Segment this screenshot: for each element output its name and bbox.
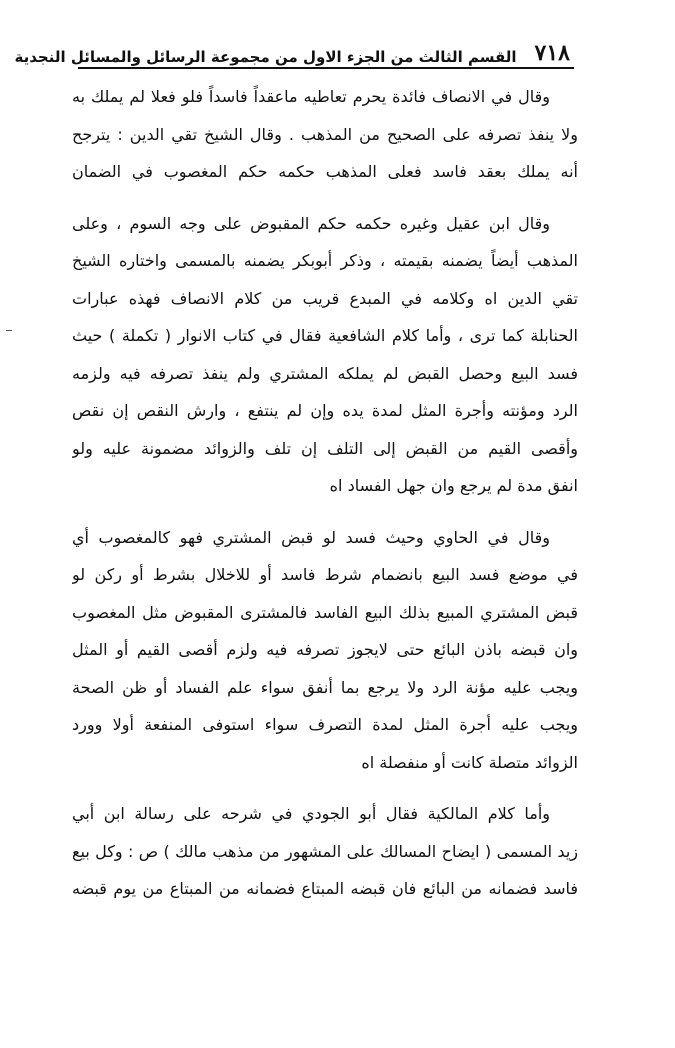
paragraph-2	[72, 205, 578, 505]
paragraph-3	[72, 519, 578, 782]
paragraph-4	[72, 795, 578, 908]
body-text	[72, 78, 578, 922]
page-header	[14, 32, 570, 66]
text-line: وقال في الانصاف فائدة يحرم تعاطيه ماعقداً فاسداً فلو فعلا لم يملك به	[72, 87, 550, 106]
text-line: ويجب عليه مؤنة الرد ولا يرجع بما أنفق سواء علم الفساد أو ظن الصحة	[72, 677, 578, 697]
text-line: أنه يملك بعقد فاسد فعلى المذهب حكمه حكم المغصوب في الضمان	[72, 162, 578, 181]
text-line: فاسد فضمانه من البائع فان قبضه المبتاع فضمانه من المبتاع من يوم قبضه	[72, 879, 578, 898]
header-rule	[78, 67, 574, 69]
text-line: ولا ينفذ تصرفه على الصحيح من المذهب . وقال الشيخ تقي الدين : يترجح	[72, 124, 578, 144]
text-line: وقال ابن عقيل وغيره حكمه حكم المقبوض على وجه السوم ، وعلى	[72, 213, 550, 233]
running-title: القسم الثالث من الجزء الاول من مجموعة الرسائل والمسائل النجدية	[14, 48, 517, 66]
text-line: قبض المشتري المبيع بذلك البيع الفاسد فالمشترى المقبوض مثل المغصوب	[72, 602, 578, 622]
margin-mark	[6, 330, 12, 331]
text-line: المذهب أيضاً يضمنه بقيمته ، وذكر أبوبكر يضمنه بالمسمى واختاره الشيخ	[72, 251, 578, 270]
page-number: ٧١٨	[534, 40, 570, 66]
text-line: فسد البيع وحصل القبض لم يملكه المشتري ولم ينفذ تصرفه فيه ولزمه	[72, 363, 578, 383]
text-line: الحنابلة كما ترى ، وأما كلام الشافعية فقال في كتاب الانوار ( تكملة ) حيث	[72, 326, 578, 345]
text-line: وقال في الحاوي وحيث فسد لو قبض المشتري فهو كالمغصوب أي	[72, 527, 550, 547]
text-line: وأقصى القيم من القبض إلى التلف إن تلف والزوائد مضمونة عليه ولو	[72, 438, 578, 458]
text-line: وأما كلام المالكية فقال أبو الجودي في شرحه على رسالة ابن أبي	[72, 804, 550, 823]
text-line: ويجب عليه أجرة المثل لمدة التصرف سواء استوفى المنفعة أولا وورد	[72, 715, 578, 734]
text-line: الزوائد متصلة كانت أو منفصلة اه	[361, 752, 578, 772]
text-line: في موضع فسد البيع بانضمام شرط فاسد أو للاخلال بشرط أو ركن لو	[72, 565, 578, 584]
paragraph-1	[72, 78, 578, 191]
text-line: وان قبضه باذن البائع حتى لايجوز تصرفه فيه ولزم أقصى القيم أو المثل	[72, 640, 578, 659]
text-line: تقي الدين اه وكلامه في المبدع قريب من كلام الانصاف فهذه عبارات	[72, 288, 578, 308]
text-line: انفق مدة لم يرجع وان جهل الفساد اه	[329, 476, 578, 495]
text-line: الرد ومؤنته وأجرة المثل لمدة يده وإن لم ينتفع ، وارش النقص إن نقص	[72, 401, 578, 420]
text-line: زيد المسمى ( ايضاح المسالك على المشهور من مذهب مالك ) ص : وكل بيع	[72, 841, 578, 861]
